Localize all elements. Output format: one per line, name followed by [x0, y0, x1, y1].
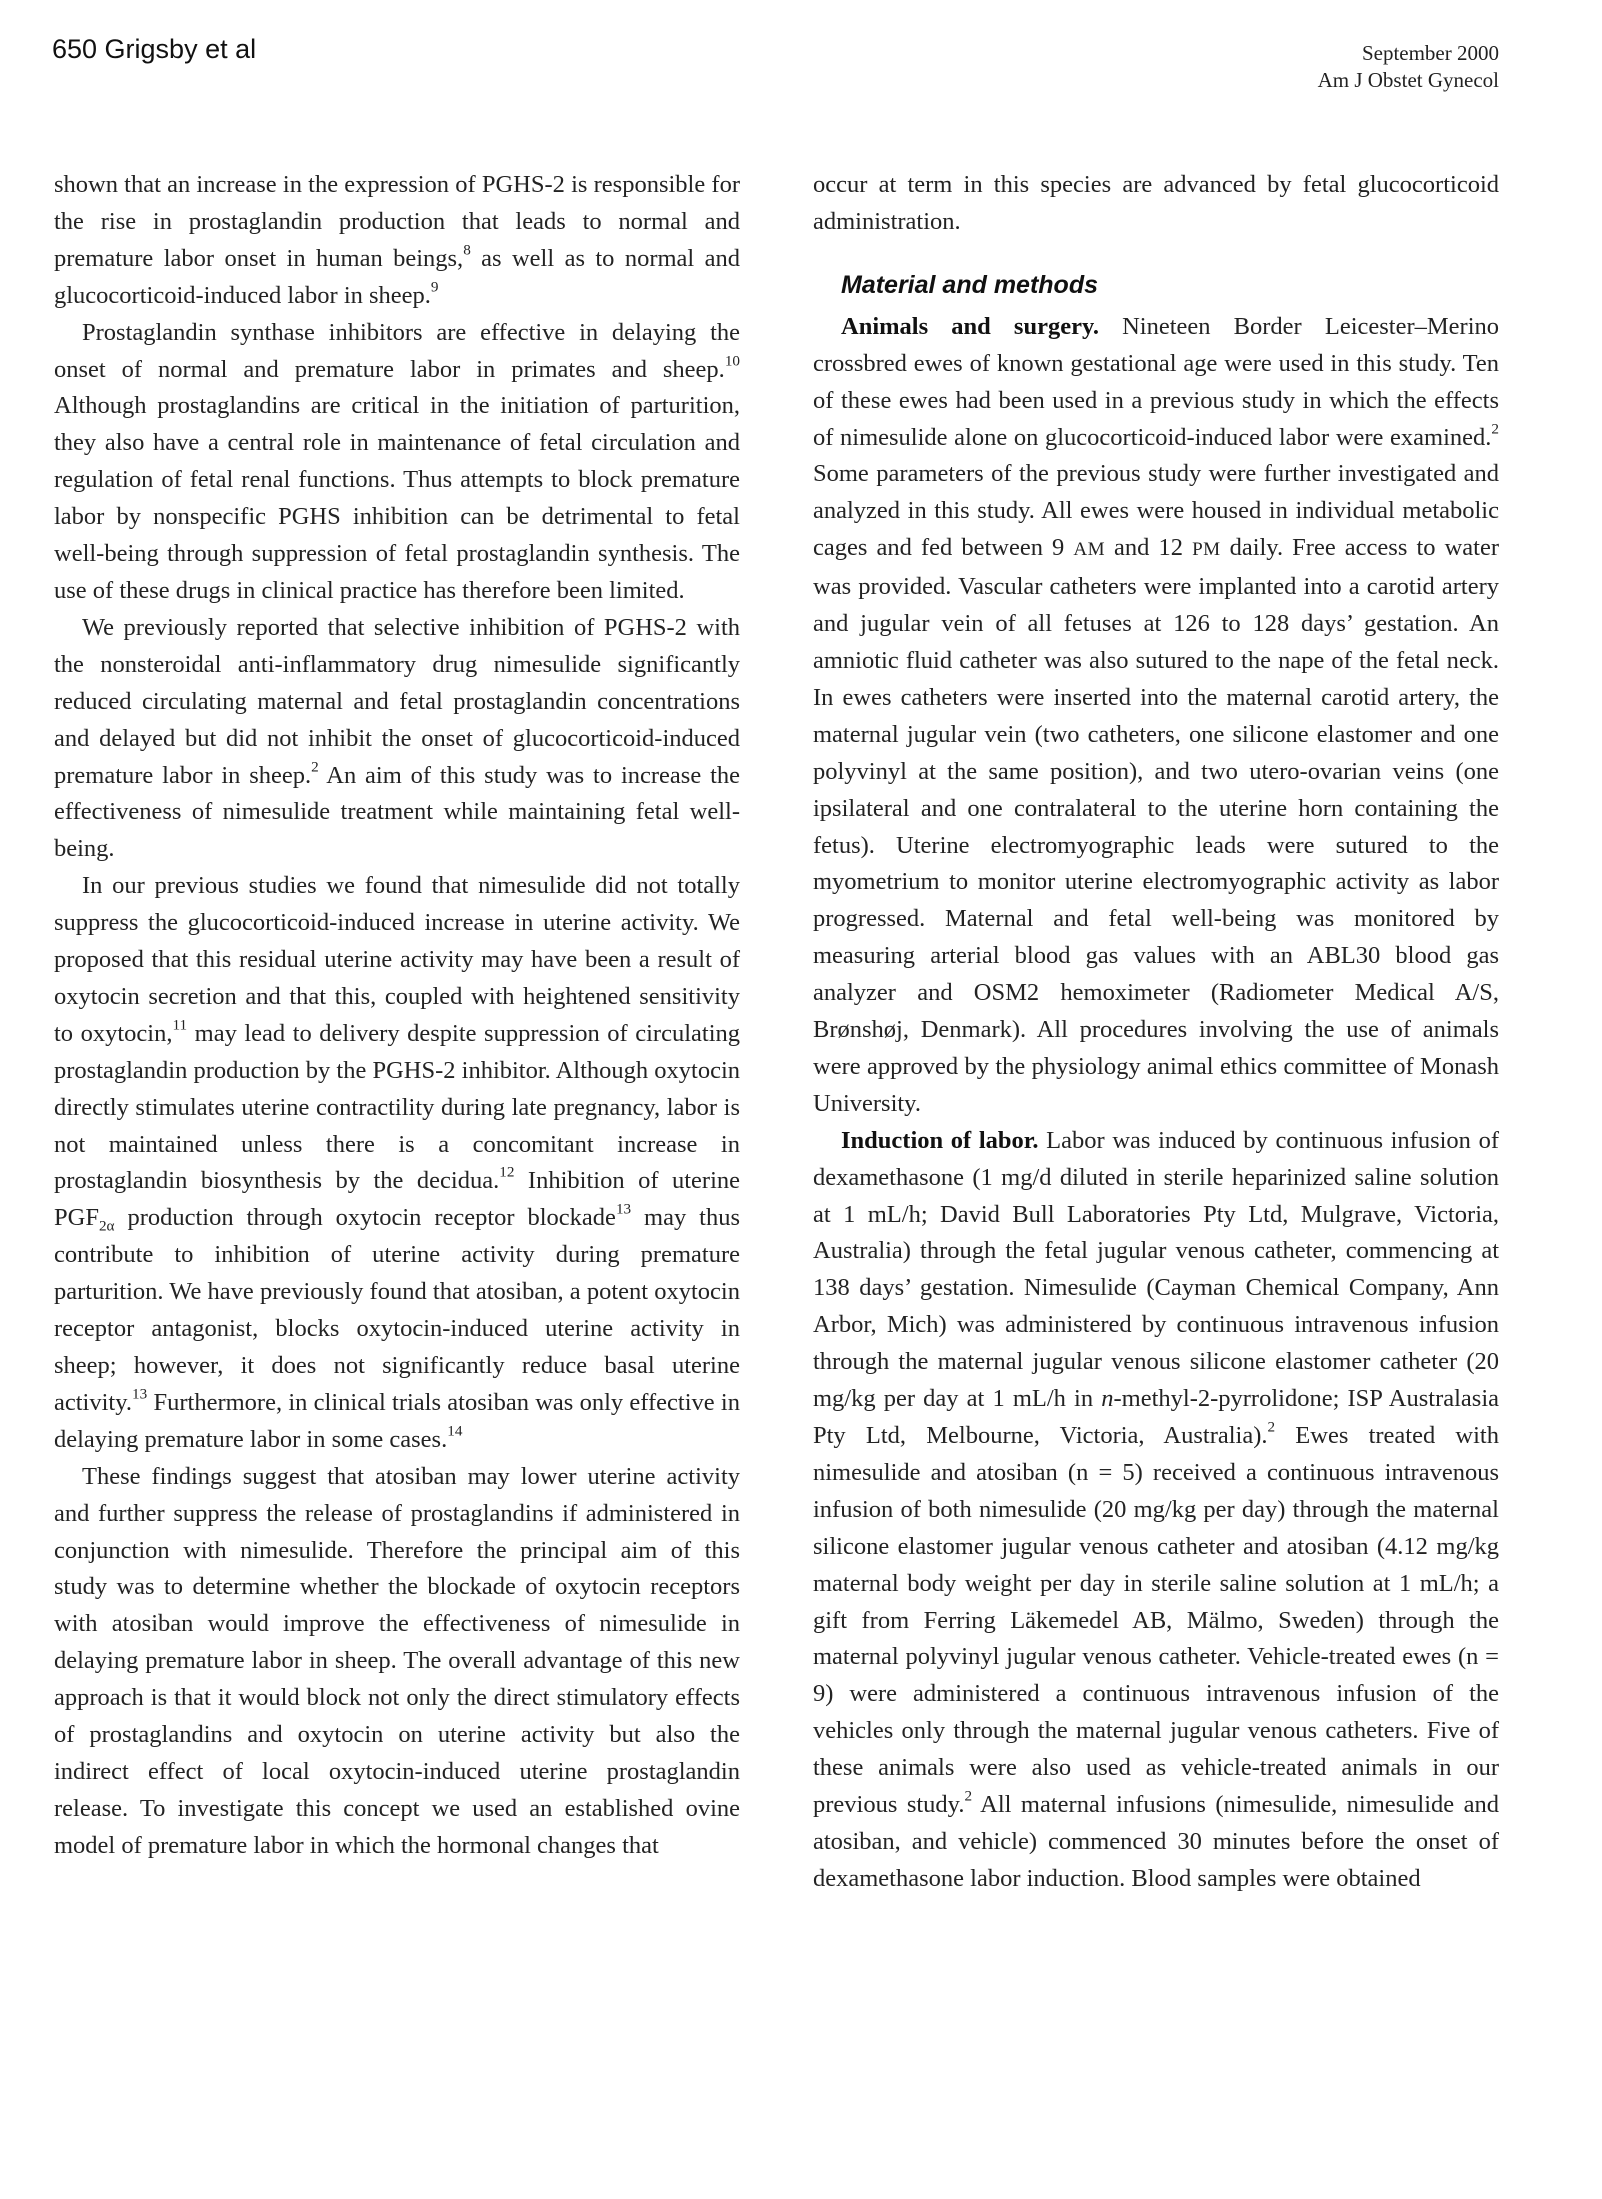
text-run: may lead to delivery despite suppression of circulating prostaglandin production by the PGHS-2 inhibitor. Although oxytocin directly stimulates uterine contractility during late pregnancy, labor is not maintained unless there is a concomitant increase in prostaglandin biosynthesis by the decidua. — [54, 1019, 740, 1195]
citation-ref: 2 — [1267, 1418, 1276, 1436]
paragraph — [54, 167, 740, 315]
text-run: Some parameters of the previous study were further investigated and analyzed in this study. All ewes were housed in individual metabolic cages and fed between 9 — [813, 460, 1499, 562]
italic-n: n — [1101, 1385, 1114, 1413]
paragraph — [54, 610, 740, 868]
text-run: All maternal infusions (nimesulide, nimesulide and atosiban, and vehicle) commenced 30 minutes before the onset of dexamethasone labor induction. Blood samples were obtained — [813, 1791, 1499, 1892]
citation-ref: 2 — [964, 1787, 973, 1805]
text-run: daily. Free access to water was provided. Vascular catheters were implanted into a carotid artery and jugular vein of all fetuses at 126 to 128 days’ gestation. An amniotic fluid catheter was also sutured to the nape of the fetal neck. In ewes catheters were inserted into the maternal carotid artery, the maternal jugular vein (two catheters, one silicone elastomer and one polyvinyl at the same position), and two utero-ovarian veins (one ipsilateral and one contralateral to the uterine horn containing the fetus). Uterine electromyographic leads were sutured to the myometrium to monitor uterine electromyographic activity as labor progressed. Maternal and fetal well-being was monitored by measuring arterial blood gas values with an ABL30 blood gas analyzer and OSM2 hemoximeter (Radiometer Medical A/S, Brønshøj, Denmark). All procedures involving the use of animals were approved by the physiology animal ethics committee of Monash University. — [813, 534, 1500, 1117]
citation-ref: 13 — [132, 1385, 148, 1403]
subscript: 2α — [98, 1217, 115, 1235]
text-run: -methyl-2-pyrrolidone; ISP Australasia Pty Ltd, Melbourne, Victoria, Australia). — [813, 1385, 1500, 1449]
paragraph — [54, 315, 740, 610]
right-column — [813, 167, 1499, 1898]
paragraph — [813, 167, 1499, 241]
run-in-heading: Animals and surgery. — [841, 312, 1099, 340]
text-run: Labor was induced by continuous infusion of dexamethasone (1 mg/d diluted in sterile heparinized saline solution at 1 mL/h; David Bull Laboratories Pty Ltd, Mulgrave, Victoria, Australia) through the fetal jugular venous catheter, commencing at 138 days’ gestation. Nimesulide (Cayman Chemical Company, Ann Arbor, Mich) was administered by continuous intravenous infusion through the maternal jugular venous silicone elastomer catheter (20 mg/kg per day at 1 mL/h in — [813, 1126, 1499, 1413]
text-run: production through oxytocin receptor blockade — [114, 1204, 616, 1232]
text-run: occur at term in this species are advanced by fetal glucocorticoid administration. — [813, 171, 1499, 235]
citation-ref: 2 — [1491, 420, 1499, 438]
time-pm: PM — [1192, 539, 1221, 561]
text-run: shown that an increase in the expression of PGHS-2 is responsible for the rise in prostaglandin production that leads to normal and premature labor onset in human beings, — [54, 171, 740, 272]
paragraph — [813, 309, 1499, 1123]
citation-ref: 13 — [615, 1200, 632, 1218]
time-am: AM — [1073, 539, 1105, 561]
text-run: In our previous studies we found that nimesulide did not totally suppress the glucocorticoid-induced increase in uterine activity. We proposed that this residual uterine activity may have been a result of oxytocin secretion and that this, coupled with heightened sensitivity to oxytocin, — [54, 872, 740, 1047]
citation-ref: 9 — [430, 278, 439, 296]
text-run: Inhibition of uterine PGF — [54, 1167, 740, 1232]
run-in-heading: Induction of labor. — [841, 1126, 1039, 1154]
text-run: These findings suggest that atosiban may lower uterine activity and further suppress the release of prostaglandins if administered in conjunction with nimesulide. Therefore the principal aim of this study was to determine whether the blockade of oxytocin receptors with atosiban would improve the effectiveness of nimesulide in delaying premature labor in sheep. The overall advantage of this new approach is that it would block not only the direct stimulatory effects of prostaglandins and oxytocin on uterine activity but also the indirect effect of local oxytocin-induced uterine prostaglandin release. To investigate this concept we used an established ovine model of premature labor in which the hormonal changes that — [54, 1462, 740, 1859]
journal-name: Am J Obstet Gynecol — [1317, 68, 1499, 92]
citation-ref: 14 — [447, 1422, 463, 1440]
running-head-page-authors: 650 Grigsby et al — [52, 34, 257, 64]
text-run: and 12 — [1104, 534, 1193, 562]
citation-ref: 12 — [499, 1164, 515, 1182]
left-column — [54, 167, 740, 1865]
text-run: An aim of this study was to increase the effectiveness of nimesulide treatment while maintaining fetal well-being. — [54, 761, 740, 863]
section-heading: Material and methods — [841, 270, 1098, 299]
citation-ref: 11 — [172, 1016, 188, 1034]
citation-ref: 8 — [463, 241, 471, 259]
text-run: We previously reported that selective inhibition of PGHS-2 with the nonsteroidal anti-inflammatory drug nimesulide significantly reduced circulating maternal and fetal prostaglandin concentrations and delayed but did not inhibit the onset of glucocorticoid-induced premature labor in sheep. — [54, 613, 740, 789]
text-run: as well as to normal and glucocorticoid-induced labor in sheep. — [54, 244, 740, 309]
text-run: Although prostaglandins are critical in the initiation of parturition, they also have a central role in maintenance of fetal circulation and regulation of fetal renal functions. Thus attempts to block premature labor by nonspecific PGHS inhibition can be detrimental to fetal well-being through suppression of fetal prostaglandin synthesis. The use of these drugs in clinical practice has therefore been limited. — [54, 392, 740, 604]
issue-date: September 2000 — [1361, 41, 1499, 65]
running-head-journal — [1318, 40, 1499, 94]
text-run: Furthermore, in clinical trials atosiban was only effective in delaying premature labor in some cases. — [54, 1388, 740, 1453]
text-run: Nineteen Border Leicester–Merino crossbred ewes of known gestational age were used in this study. Ten of these ewes had been used in a previous study in which the effects of nimesulide alone on glucocorticoid-induced labor were examined. — [813, 312, 1499, 451]
text-run: Prostaglandin synthase inhibitors are effective in delaying the onset of normal and premature labor in primates and sheep. — [54, 318, 740, 383]
paragraph — [813, 1123, 1499, 1898]
text-run: may thus contribute to inhibition of uterine activity during premature parturition. We have previously found that atosiban, a potent oxytocin receptor antagonist, blocks oxytocin-induced uterine activity in sheep; however, it does not significantly reduce basal uterine activity. — [54, 1204, 741, 1416]
paragraph — [54, 868, 740, 1459]
text-run: Ewes treated with nimesulide and atosiban (n = 5) received a continuous intravenous infusion of both nimesulide (20 mg/kg per day) through the maternal silicone elastomer jugular venous catheter and atosiban (4.12 mg/kg maternal body weight per day in sterile saline solution at 1 mL/h; a gift from Ferring Läkemedel AB, Mälmo, Sweden) through the maternal polyvinyl jugular venous catheter. Vehicle-treated ewes (n = 9) were administered a continuous intravenous infusion of the vehicles only through the maternal jugular venous catheters. Five of these animals were also used as vehicle-treated animals in our previous study. — [813, 1422, 1499, 1819]
citation-ref: 2 — [311, 758, 319, 776]
paragraph — [54, 1459, 740, 1865]
citation-ref: 10 — [724, 352, 740, 370]
